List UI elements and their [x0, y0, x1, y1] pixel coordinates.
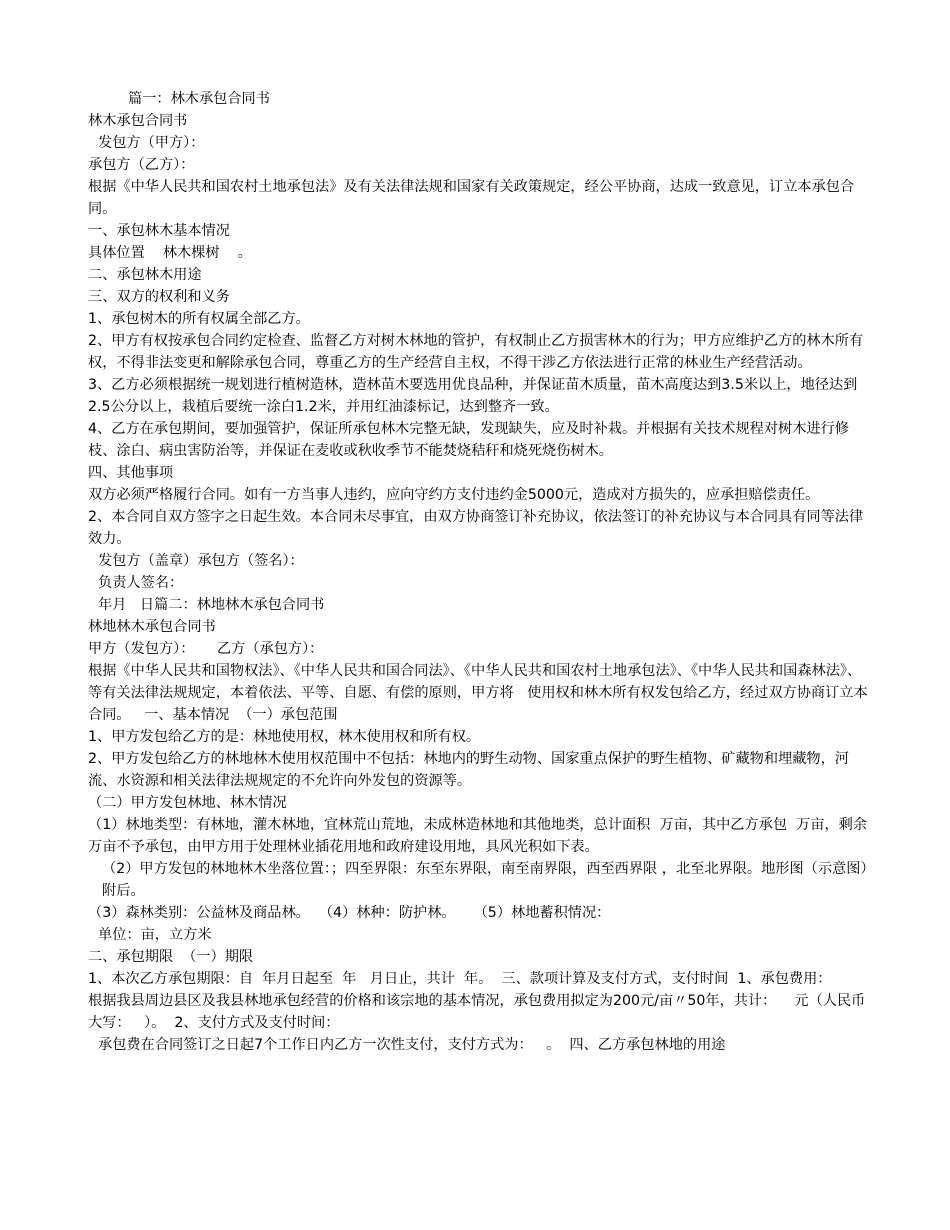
paragraph: 承包费在合同签订之日起7个工作日内乙方一次性支付，支付方式为： 。 四、乙方承包林地的用途	[98, 1037, 726, 1053]
paragraph: 1、承包树木的所有权属全部乙方。	[88, 311, 310, 327]
paragraph: 单位：亩，立方米	[98, 927, 212, 943]
paragraph: 2、本合同自双方签字之日起生效。本合同未尽事宜，由双方协商签订补充协议，依法签订的补充协议与本合同具有同等法律效力。	[88, 509, 864, 547]
paragraph: 年月 日篇二：林地林木承包合同书	[98, 597, 325, 613]
paragraph: 1、本次乙方承包期限：自 年月日起至 年 月日止，共计 年。 三、款项计算及支付方式，支付时间 1、承包费用：	[88, 971, 832, 987]
paragraph: 甲方（发包方）： 乙方（承包方）：	[88, 641, 324, 657]
paragraph: 2、甲方有权按承包合同约定检查、监督乙方对树木林地的管护，有权制止乙方损害林木的行为；甲方应维护乙方的林木所有权，不得非法变更和解除承包合同，尊重乙方的生产经营自主权，不得干涉乙方依法进行正常的林业生产经营活动。	[88, 333, 864, 371]
paragraph: 发包方（盖章）承包方（签名）：	[98, 553, 304, 569]
paragraph: 承包方（乙方）：	[88, 157, 195, 173]
paragraph: 林木承包合同书	[88, 113, 188, 129]
paragraph: 四、其他事项	[88, 465, 174, 481]
paragraph: 发包方（甲方）：	[98, 135, 205, 151]
paragraph: 双方必须严格履行合同。如有一方当事人违约，应向守约方支付违约金5000元，造成对方损失的，应承担赔偿责任。	[88, 487, 820, 503]
paragraph: 3、乙方必须根据统一规划进行植树造林，造林苗木要选用优良品种，并保证苗木质量，苗木高度达到3.5米以上，地径达到2.5公分以上，栽植后要统一涂白1.2米，并用红油漆标记，达到整齐一致。	[88, 377, 858, 415]
paragraph: 根据我县周边县区及我县林地承包经营的价格和该宗地的基本情况，承包费用拟定为200元/亩〃50年，共计： 元（人民币大写： ）。 2、支付方式及支付时间：	[88, 993, 866, 1031]
paragraph: （3）森林类别：公益林及商品林。 （4）林种：防护林。 （5）林地蓄积情况：	[88, 905, 611, 921]
paragraph: 一、承包林木基本情况	[88, 223, 230, 239]
paragraph: 二、承包林木用途	[88, 267, 202, 283]
paragraph: 林地林木承包合同书	[88, 619, 216, 635]
paragraph: 4、乙方在承包期间，要加强管护，保证所承包林木完整无缺，发现缺失，应及时补栽。并根据有关技术规程对树木进行修枝、涂白、病虫害防治等，并保证在麦收或秋收季节不能焚烧秸秆和烧死烧伤树木。	[88, 421, 849, 459]
paragraph: 二、承包期限 （一）期限	[88, 949, 254, 965]
paragraph: 篇一：林木承包合同书	[128, 91, 270, 107]
paragraph: 根据《中华人民共和国物权法》、《中华人民共和国合同法》、《中华人民共和国农村土地承包法》、《中华人民共和国森林法》、等有关法律法规规定，本着依法、平等、自愿、有偿的原则，甲方将 使用权和林木所有权发包给乙方，经过双方协商订立本合同。 一、基本情况 （一）承包范围	[88, 663, 868, 723]
paragraph: 具体位置 林木棵树 。	[88, 245, 252, 261]
paragraph: 1、甲方发包给乙方的是：林地使用权，林木使用权和所有权。	[88, 729, 481, 745]
paragraph: 2、甲方发包给乙方的林地林木使用权范围中不包括：林地内的野生动物、国家重点保护的野生植物、矿藏物和埋藏物，河流、水资源和相关法律法规规定的不允许向外发包的资源等。	[88, 751, 849, 789]
document-page	[88, 88, 877, 1056]
paragraph: 三、双方的权利和义务	[88, 289, 230, 305]
paragraph: 负责人签名：	[98, 575, 184, 591]
paragraph: （二）甲方发包林地、林木情况	[88, 795, 287, 811]
paragraph: 根据《中华人民共和国农村土地承包法》及有关法律法规和国家有关政策规定，经公平协商，达成一致意见，订立本承包合同。	[88, 179, 855, 217]
paragraph: （1）林地类型：有林地，灌木林地，宜林荒山荒地，未成林造林地和其他地类，总计面积 万亩，其中乙方承包 万亩，剩余 万亩不予承包，由甲方用于处理林业插花用地和政府建设用地，具风光积如下表。	[88, 817, 877, 855]
paragraph: （2）甲方发包的林地林木坐落位置：；四至界限：东至东界限，南至南界限，西至西界限 ，北至北界限。地形图（示意图）附后。	[102, 861, 868, 899]
